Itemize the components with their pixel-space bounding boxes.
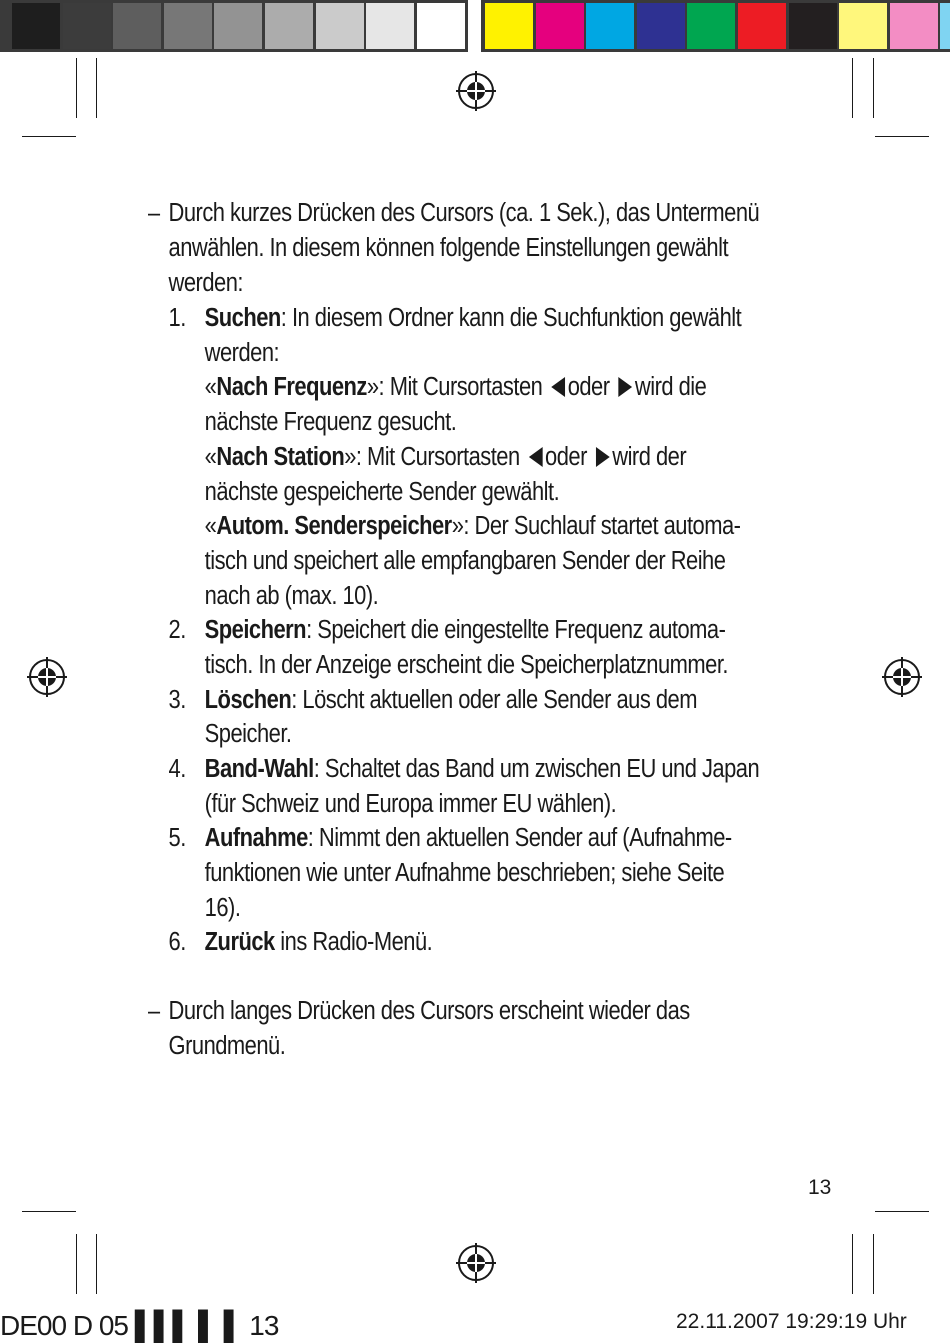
quote-open: « [204,373,217,401]
cursor-right-icon [619,377,633,397]
sub-item-autom-senderspeicher [205,509,741,544]
bullet-dash: – [147,199,160,227]
gray-swatch [366,3,414,49]
color-swatch [940,3,950,49]
color-swatch [637,3,685,49]
item-title: Speichern [204,616,307,644]
sub-item-continuation: nach ab (max. 10). [204,582,379,610]
list-item-suchen [205,301,742,336]
list-item-continuation: (für Schweiz und Europa immer EU wählen). [204,790,617,818]
crop-mark [76,58,77,118]
list-item-continuation: tisch. In der Anzeige erscheint die Speicherplatznummer. [204,651,728,679]
or-text: oder [545,443,587,471]
crop-mark [22,1211,76,1212]
cursor-right-icon [596,447,610,467]
print-timestamp: 22.11.2007 19:29:19 Uhr [676,1310,907,1333]
sub-item-text: : Mit Cursortasten [378,373,543,401]
crop-mark [852,58,853,118]
item-text: : Löscht aktuellen oder alle Sender aus dem [291,686,697,714]
crop-mark [22,136,76,137]
color-swatch [687,3,735,49]
print-slug: DE00 D 05 ▌▌▌ ▌ ▌ 13 [0,1310,279,1341]
intro-line: anwählen. In diesem können folgende Einstellungen gewählt [168,234,729,262]
gray-swatch [316,3,364,49]
sub-item-nach-frequenz [205,370,707,405]
item-title: Band-Wahl [204,755,314,783]
intro-line: Durch kurzes Drücken des Cursors (ca. 1 Sek.), das Untermenü [168,199,760,227]
item-title: Aufnahme [204,824,308,852]
crop-mark [76,1234,77,1294]
crop-mark [873,1234,874,1294]
intro-line: werden: [168,269,243,297]
quote-close: » [451,512,464,540]
sub-item-text: : Mit Cursortasten [355,443,520,471]
gray-swatch [417,3,465,49]
sub-item-title: Nach Station [216,443,345,471]
crop-mark [96,58,97,118]
list-number: 6. [168,928,186,956]
gray-swatch [12,3,60,49]
gray-swatch [164,3,212,49]
color-swatch [536,3,584,49]
quote-open: « [204,443,217,471]
sub-item-text: : Der Suchlauf startet automa- [463,512,741,540]
sub-item-title: Autom. Senderspeicher [216,512,452,540]
outro-line: Durch langes Drücken des Cursors erscheint wieder das [168,997,690,1025]
or-text: oder [567,373,610,401]
list-number: 4. [168,755,186,783]
color-swatch [586,3,634,49]
page-number: 13 [808,1176,832,1199]
list-item-continuation: werden: [204,339,280,367]
print-color-bar [0,0,950,52]
list-item-band-wahl [205,752,759,787]
sub-item-continuation: nächste Frequenz gesucht. [204,408,457,436]
list-item-continuation: Speicher. [204,720,292,748]
list-item-loeschen [205,683,697,718]
color-swatch [839,3,887,49]
item-title: Zurück [204,928,275,956]
list-item-zurueck [205,925,433,960]
color-swatch [789,3,837,49]
color-swatch [890,3,938,49]
item-text: : Speichert die eingestellte Frequenz automa- [306,616,726,644]
crop-mark [852,1234,853,1294]
outro-line: Grundmenü. [168,1032,286,1060]
list-number: 5. [168,824,186,852]
crop-mark [96,1234,97,1294]
list-number: 2. [168,616,186,644]
item-text: : Schaltet das Band um zwischen EU und Japan [313,755,760,783]
gray-swatch [63,3,111,49]
sub-item-continuation: tisch und speichert alle empfangbaren Sender der Reihe [204,547,726,575]
registration-mark-icon [27,657,67,697]
gray-swatch [265,3,313,49]
cursor-left-icon [529,447,543,467]
sub-item-continuation: nächste gespeicherte Sender gewählt. [204,478,560,506]
item-text: ins Radio-Menü. [274,928,433,956]
quote-close: » [366,373,379,401]
item-text: : Nimmt den aktuellen Sender auf (Aufnahme- [307,824,732,852]
quote-close: » [344,443,356,471]
sub-item-title: Nach Frequenz [216,373,367,401]
cursor-left-icon [551,377,565,397]
gray-swatch [113,3,161,49]
item-title: Suchen [204,304,281,332]
list-item-speichern [205,613,726,648]
item-text: : In diesem Ordner kann die Suchfunktion gewählt [280,304,742,332]
quote-open: « [204,512,217,540]
item-title: Löschen [204,686,292,714]
color-swatch [485,3,533,49]
list-item-continuation: funktionen wie unter Aufnahme beschrieben; siehe Seite [204,859,725,887]
gray-swatch [214,3,262,49]
bullet-dash: – [147,997,160,1025]
list-item-continuation: 16). [204,894,241,922]
registration-mark-icon [456,71,496,111]
crop-mark [873,58,874,118]
sub-item-nach-station [205,440,686,475]
crop-mark [875,136,929,137]
sub-item-text: wird die [634,373,707,401]
list-number: 3. [168,686,186,714]
registration-mark-icon [456,1243,496,1283]
crop-mark [875,1211,929,1212]
list-item-aufnahme [205,821,732,856]
list-number: 1. [168,304,186,332]
color-swatch [738,3,786,49]
registration-mark-icon [882,657,922,697]
sub-item-text: wird der [612,443,687,471]
